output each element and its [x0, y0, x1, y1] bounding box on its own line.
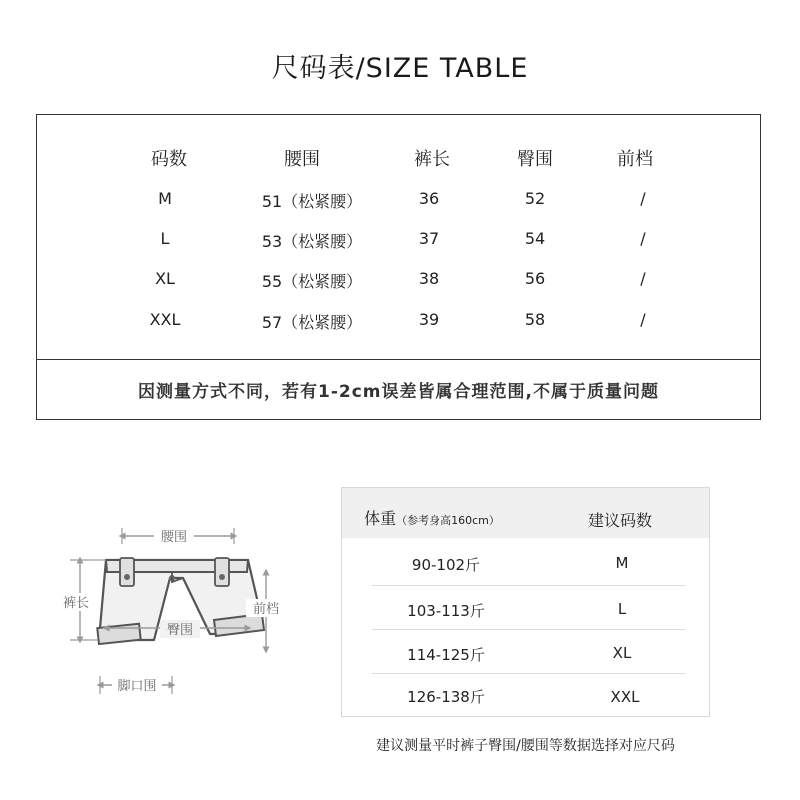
footer-note: 建议测量平时裤子臀围/腰围等数据选择对应尺码: [376, 738, 675, 754]
cell-waist: 51（松紧腰）: [261, 192, 363, 211]
rise-label: 前档: [252, 602, 280, 617]
header-hip: 臀围: [517, 149, 553, 170]
weight-header-label: 体重: [364, 509, 397, 528]
header-size: 码数: [151, 149, 187, 170]
hip-label: 臀围: [166, 623, 194, 638]
cell-hip: 54: [524, 229, 546, 248]
cell-waist: 55（松紧腰）: [261, 272, 363, 291]
row-divider: [372, 629, 685, 630]
cell-hip: 58: [524, 310, 546, 329]
header-length: 裤长: [414, 149, 450, 170]
weight-range: 126-138斤: [407, 688, 485, 706]
cell-waist: 57（松紧腰）: [261, 313, 363, 332]
header-rise: 前档: [617, 149, 653, 170]
cell-hip: 56: [524, 269, 546, 288]
cell-length: 37: [418, 229, 440, 248]
suggested-size: XL: [612, 644, 632, 662]
page-title: 尺码表/SIZE TABLE: [271, 53, 529, 84]
cell-size: L: [160, 229, 170, 248]
cell-size: XXL: [149, 310, 181, 329]
cell-rise: /: [640, 229, 646, 248]
cell-length: 38: [418, 269, 440, 288]
cell-length: 39: [418, 310, 440, 329]
weight-range: 114-125斤: [407, 646, 485, 664]
cell-length: 36: [418, 189, 440, 208]
size-table: [36, 114, 761, 420]
cell-hip: 52: [524, 189, 546, 208]
header-waist: 腰围: [284, 149, 320, 170]
weight-size-table: [341, 487, 710, 717]
table-divider: [37, 359, 760, 360]
row-divider: [372, 585, 685, 586]
leg-opening-label: 脚口围: [117, 679, 157, 694]
suggested-size: XXL: [610, 688, 640, 706]
weight-header: [364, 506, 500, 529]
suggested-size: M: [615, 554, 629, 572]
measurement-note: 因测量方式不同，若有1-2cm误差皆属合理范围,不属于质量问题: [138, 382, 659, 402]
weight-range: 90-102斤: [411, 556, 481, 574]
waist-label: 腰围: [160, 530, 188, 545]
length-label: 裤长: [62, 596, 90, 611]
cell-rise: /: [640, 189, 646, 208]
cell-rise: /: [640, 269, 646, 288]
cell-size: M: [158, 189, 172, 208]
weight-range: 103-113斤: [407, 602, 485, 620]
shorts-diagram: [48, 510, 288, 705]
cell-rise: /: [640, 310, 646, 329]
cell-size: XL: [155, 269, 175, 288]
suggested-size: L: [617, 600, 627, 618]
row-divider: [372, 673, 685, 674]
weight-header-note: （参考身高160cm）: [396, 514, 500, 527]
suggested-size-header: 建议码数: [587, 511, 653, 530]
cell-waist: 53（松紧腰）: [261, 232, 363, 251]
